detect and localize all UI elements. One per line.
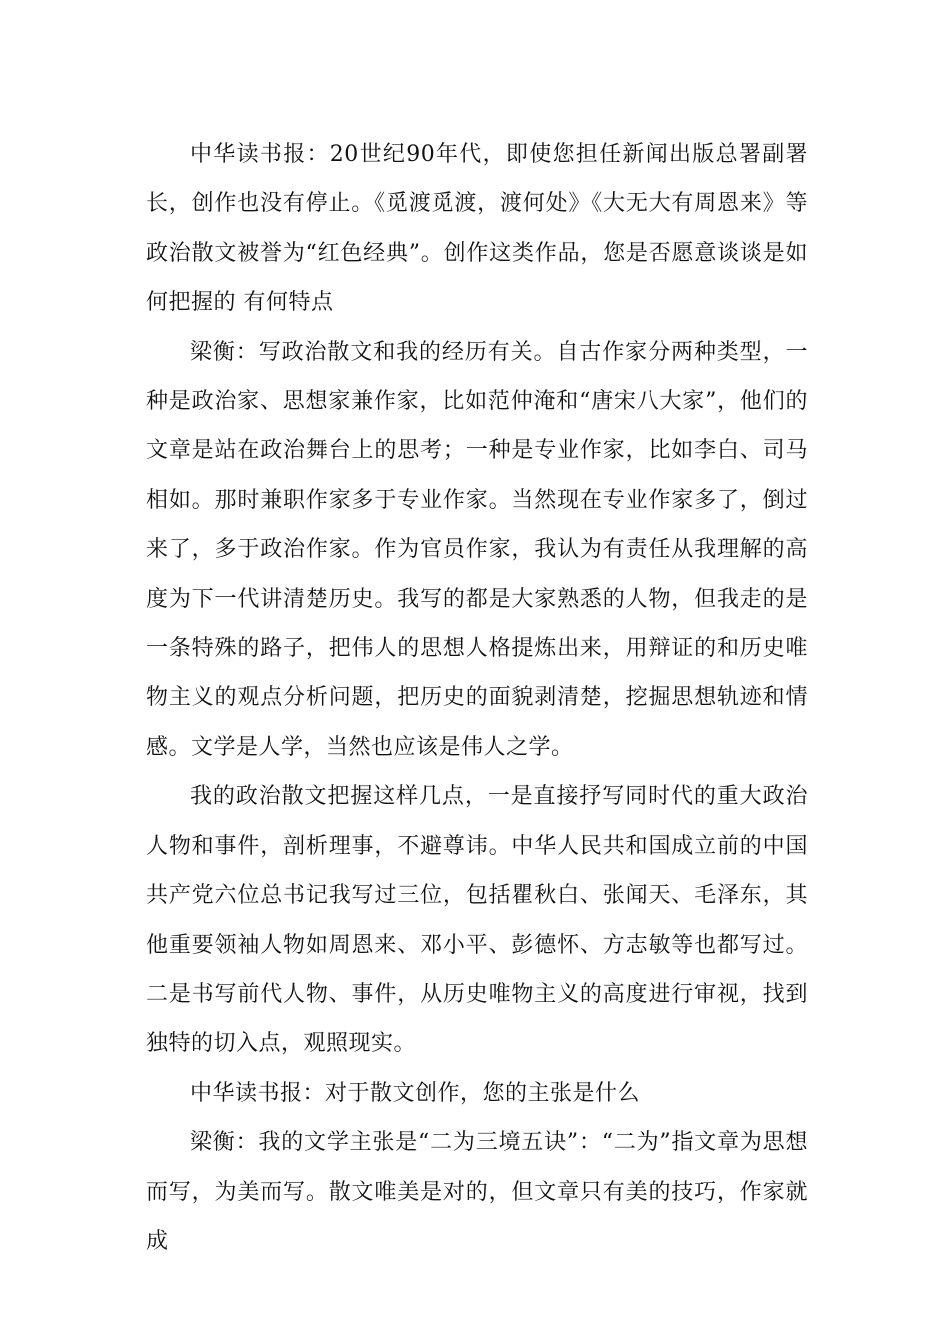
paragraph-political-essay-points: 我的政治散文把握这样几点，一是直接抒写同时代的重大政治人物和事件，剖析理事，不避尊讳。中华人民共和国成立前的中国共产党六位总书记我写过三位，包括瞿秋白、张闻天、毛泽东，其他重要领袖人物如周恩来、邓小平、彭德怀、方志敏等也都写过。二是书写前代人物、事件，从历史唯物主义的高度进行审视，找到独特的切入点，观照现实。	[146, 784, 808, 1057]
paragraph-question-political-essays: 中华读书报：20世纪90年代，即使您担任新闻出版总署副署长，创作也没有停止。《觅渡觅渡，渡何处》《大无大有周恩来》等政治散文被誉为“红色经典”。创作这类作品，您是否愿意谈谈是如何把握的 有何特点	[146, 142, 808, 316]
article-body	[146, 130, 808, 1266]
paragraph-answer-essay-principles: 梁衡：我的文学主张是“二为三境五诀”：“二为”指文章为思想而写，为美而写。散文唯美是对的，但文章只有美的技巧，作家就成	[146, 1130, 808, 1254]
paragraph-question-essay-principles: 中华读书报：对于散文创作，您的主张是什么	[190, 1080, 641, 1106]
paragraph-answer-political-essays: 梁衡：写政治散文和我的经历有关。自古作家分两种类型，一种是政治家、思想家兼作家，比如范仲淹和“唐宋八大家”，他们的文章是站在政治舞台上的思考；一种是专业作家，比如李白、司马相如。那时兼职作家多于专业作家。当然现在专业作家多了，倒过来了，多于政治作家。作为官员作家，我认为有责任从我理解的高度为下一代讲清楚历史。我写的都是大家熟悉的人物，但我走的是一条特殊的路子，把伟人的思想人格提炼出来，用辩证的和历史唯物主义的观点分析问题，把历史的面貌剥清楚，挖掘思想轨迹和情感。文学是人学，当然也应该是伟人之学。	[146, 339, 808, 760]
